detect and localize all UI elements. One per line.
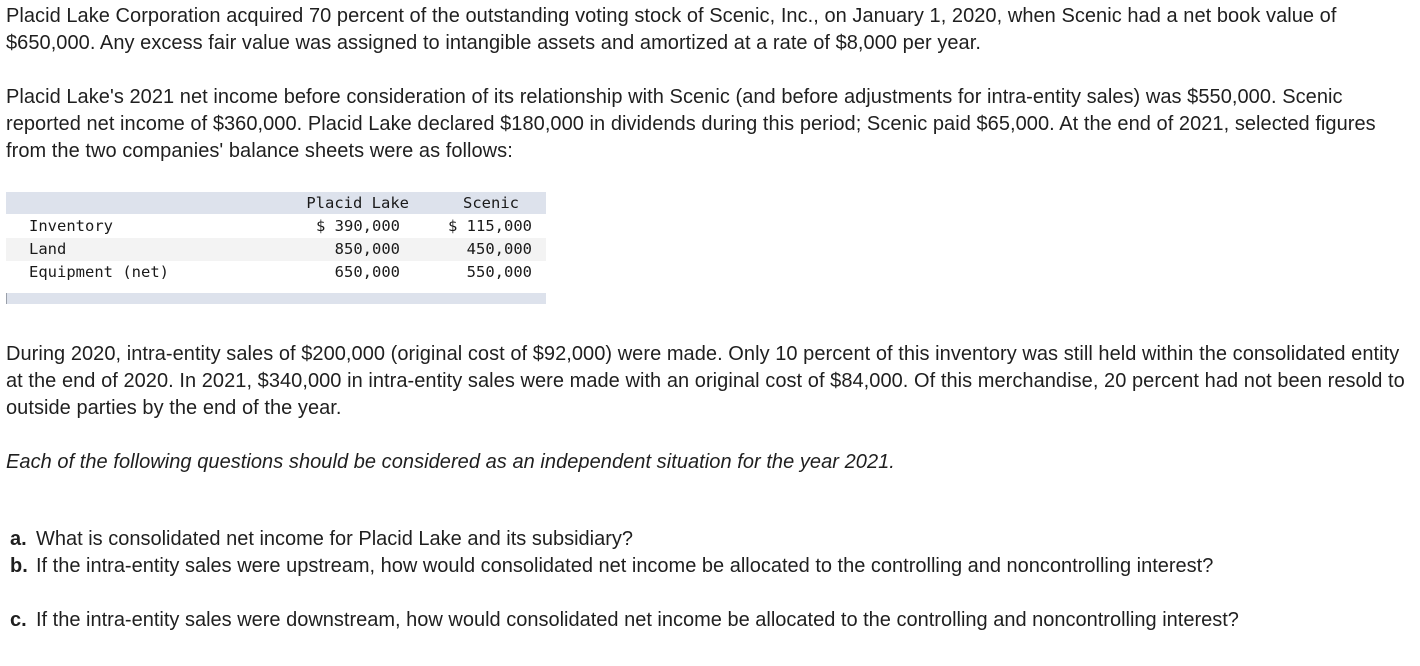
table-row-inventory [6, 215, 546, 238]
row-label: Land [29, 240, 67, 258]
table-footer-bar [6, 293, 546, 304]
table-header-row [6, 192, 546, 214]
cell-placid-lake: $ 390,000 [316, 217, 400, 235]
instruction-note: Each of the following questions should be considered as an independent situation for the year 2021. [6, 451, 895, 473]
row-label: Inventory [29, 217, 113, 235]
question-label: b. [10, 555, 28, 577]
balance-sheet-table [6, 192, 546, 304]
intra-entity-sales-paragraph: During 2020, intra-entity sales of $200,000 (original cost of $92,000) were made. Only 10 percent of this inventory was still held within the consolidated entity at the end of 2020. In 2021, $340,000 in intra-entity sales were made with an original cost of $84,000. Of this merchandise, 20 percent had not been resold to outside parties by the end of the year. [6, 343, 1405, 419]
cell-placid-lake: 850,000 [334, 240, 400, 258]
question-label: a. [10, 528, 27, 550]
cell-placid-lake: 650,000 [334, 263, 400, 281]
cell-scenic: 550,000 [466, 263, 532, 281]
question-a [10, 526, 1410, 553]
intro-paragraph-income: Placid Lake's 2021 net income before consideration of its relationship with Scenic (and before adjustments for intra-entity sales) was $550,000. Scenic reported net income of $360,000. Placid Lake declared $180,000 in dividends during this period; Scenic paid $65,000. At the end of 2021, selected figures from the two companies' balance sheets were as follows: [6, 86, 1376, 162]
question-label: c. [10, 609, 27, 631]
question-b [10, 553, 1410, 580]
question-c [10, 607, 1410, 634]
table-row-equipment [6, 261, 546, 284]
intro-paragraph-acquisition: Placid Lake Corporation acquired 70 percent of the outstanding voting stock of Scenic, Inc., on January 1, 2020, when Scenic had a net book value of $650,000. Any excess fair value was assigned to intangible assets and amortized at a rate of $8,000 per year. [6, 5, 1337, 54]
table-row-land [6, 238, 546, 261]
cell-scenic: 450,000 [466, 240, 532, 258]
cell-scenic: $ 115,000 [448, 217, 532, 235]
question-text: If the intra-entity sales were upstream, how would consolidated net income be allocated to the controlling and noncontrolling interest? [36, 555, 1214, 577]
column-header-scenic: Scenic [463, 194, 519, 212]
column-header-placid-lake: Placid Lake [306, 194, 409, 212]
row-label: Equipment (net) [29, 263, 169, 281]
question-text: What is consolidated net income for Placid Lake and its subsidiary? [36, 528, 633, 550]
question-text: If the intra-entity sales were downstream, how would consolidated net income be allocated to the controlling and noncontrolling interest? [36, 609, 1239, 631]
